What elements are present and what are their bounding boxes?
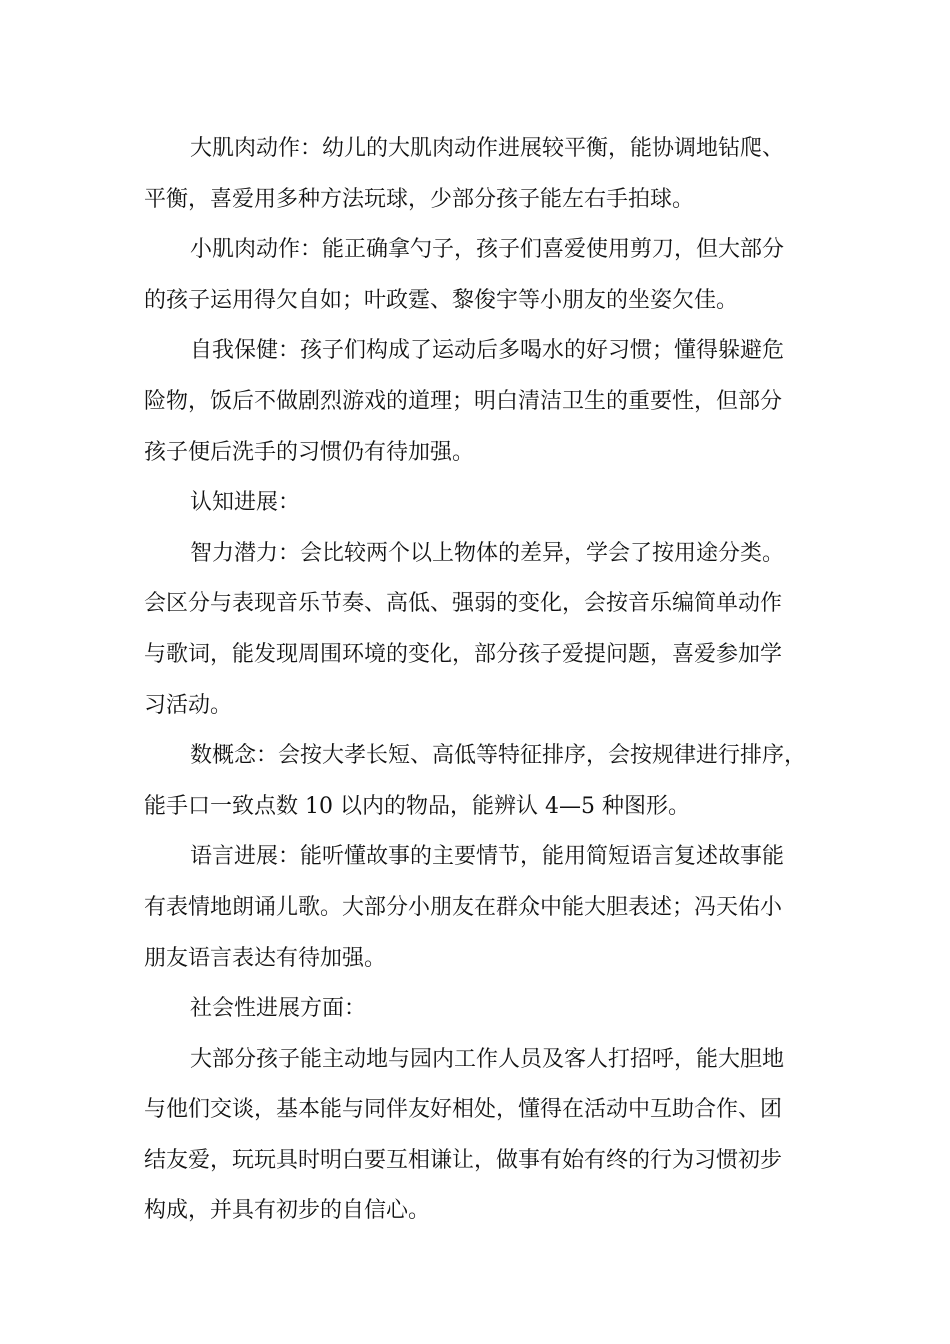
paragraph-social-heading (144, 984, 830, 1035)
paragraph-gross-motor (144, 124, 830, 225)
paragraph-cognitive-heading (144, 478, 830, 529)
paragraph-line: 的孩子运用得欠自如；叶政霆、黎俊宇等小朋友的坐姿欠佳。 (144, 287, 739, 313)
paragraph-line: 数概念：会按大孝长短、高低等特征排序，会按规律进行排序， (190, 743, 807, 769)
paragraph-line: 大部分孩子能主动地与园内工作人员及客人打招呼，能大胆地 (190, 1046, 785, 1072)
paragraph-line: 智力潜力：会比较两个以上物体的差异，学会了按用途分类。 (190, 540, 785, 566)
paragraph-language (144, 832, 830, 984)
paragraph-line: 小肌肉动作：能正确拿勺子，孩子们喜爱使用剪刀，但大部分 (190, 237, 785, 263)
paragraph-line: 语言进展：能听懂故事的主要情节，能用简短语言复述故事能 (190, 844, 785, 870)
paragraph-line: 朋友语言表达有待加强。 (144, 945, 387, 971)
paragraph-self-care (144, 326, 830, 478)
paragraph-line: 与他们交谈，基本能与同伴友好相处，懂得在活动中互助合作、团 (144, 1097, 783, 1123)
paragraph-fine-motor (144, 225, 830, 326)
paragraph-social (144, 1035, 830, 1237)
paragraph-line: 认知进展： (190, 490, 301, 516)
paragraph-number-concept (144, 731, 830, 832)
paragraph-line: 与歌词，能发现周围环境的变化，部分孩子爱提问题，喜爱参加学 (144, 641, 783, 667)
paragraph-line: 会区分与表现音乐节奏、高低、强弱的变化，会按音乐编简单动作 (144, 591, 783, 617)
paragraph-line: 社会性进展方面： (190, 996, 367, 1022)
paragraph-intelligence (144, 529, 830, 731)
paragraph-line: 大肌肉动作：幼儿的大肌肉动作进展较平衡，能协调地钻爬、 (190, 136, 785, 161)
paragraph-line: 自我保健：孩子们构成了运动后多喝水的好习惯；懂得躲避危 (190, 338, 785, 364)
paragraph-line: 险物，饭后不做剧烈游戏的道理；明白清洁卫生的重要性，但部分 (144, 388, 783, 414)
paragraph-line: 构成，并具有初步的自信心。 (144, 1198, 431, 1224)
document-body (144, 124, 830, 1237)
paragraph-line: 习活动。 (144, 692, 233, 718)
paragraph-line: 孩子便后洗手的习惯仍有待加强。 (144, 439, 475, 465)
paragraph-line: 平衡，喜爱用多种方法玩球，少部分孩子能左右手拍球。 (144, 186, 695, 212)
paragraph-line: 结友爱，玩玩具时明白要互相谦让，做事有始有终的行为习惯初步 (144, 1147, 783, 1173)
paragraph-line: 有表情地朗诵儿歌。大部分小朋友在群众中能大胆表述；冯天佑小 (144, 894, 783, 920)
paragraph-line: 能手口一致点数 10 以内的物品，能辨认 4—5 种图形。 (144, 793, 690, 819)
